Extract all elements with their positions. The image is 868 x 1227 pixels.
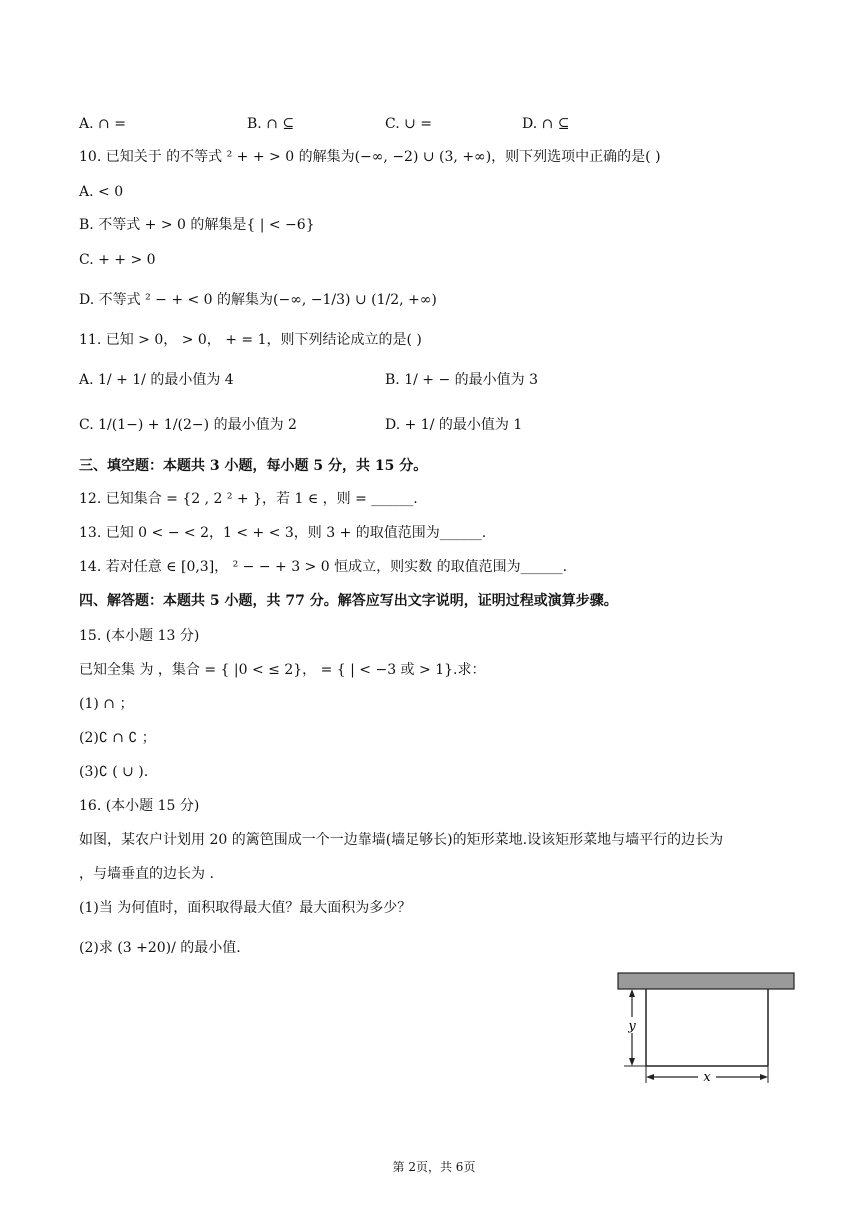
- q16-part-1: (1)当 为何值时，面积取得最大值？最大面积为多少？: [79, 900, 412, 916]
- q10-option-a: A. < 0: [79, 184, 124, 200]
- q10-option-c: C. + + > 0: [79, 252, 156, 268]
- x-arrowhead-right: [760, 1074, 768, 1080]
- q9-option-b: B. ∩ ⊆: [247, 116, 295, 132]
- q11-option-a: A. 1/ + 1/ 的最小值为 4: [79, 372, 234, 388]
- q16-stem-line-2: ，与墙垂直的边长为 .: [79, 866, 214, 882]
- wall: [618, 973, 794, 989]
- q12-text: 12. 已知集合 = {2 , 2 ² + }，若 1 ∈ ，则 = ______.: [79, 491, 418, 507]
- q16-stem-line-1: 如图，某农户计划用 20 的篱笆围成一个一边靠墙(墙足够长)的矩形菜地.设该矩形菜地与墙平行的边长为: [79, 832, 724, 848]
- q10-option-d: D. 不等式 ² − + < 0 的解集为(−∞, −1/3) ∪ (1/2, +∞): [79, 292, 437, 308]
- y-arrowhead-bottom: [629, 1058, 635, 1066]
- q16-header: 16. (本小题 15 分): [79, 798, 200, 814]
- q9-option-d: D. ∩ ⊆: [522, 116, 570, 132]
- q10-option-b: B. 不等式 + > 0 的解集是{ | < −6}: [79, 217, 315, 233]
- page-footer: 第 2页，共 6页: [392, 1160, 476, 1174]
- section-heading-fill-in: 三、填空题：本题共 3 小题，每小题 5 分，共 15 分。: [79, 458, 428, 474]
- q11-stem: 11. 已知 > 0， > 0， + = 1，则下列结论成立的是( ): [79, 332, 422, 348]
- q11-option-d: D. + 1/ 的最小值为 1: [385, 417, 523, 433]
- q10-stem: 10. 已知关于 的不等式 ² + + > 0 的解集为(−∞, −2) ∪ (3, +∞)，则下列选项中正确的是( ): [79, 149, 661, 165]
- q15-part-1: (1) ∩ ；: [79, 696, 134, 712]
- q9-option-a: A. ∩ =: [79, 116, 126, 132]
- y-arrowhead-top: [629, 989, 635, 997]
- q11-option-b: B. 1/ + − 的最小值为 3: [385, 372, 538, 388]
- q15-part-2: (2)∁ ∩ ∁ ；: [79, 730, 156, 746]
- q15-part-3: (3)∁ ( ∪ ).: [79, 764, 149, 780]
- rectangle-wall-figure: [610, 965, 800, 1090]
- x-label: x: [703, 1070, 711, 1085]
- x-arrowhead-left: [646, 1074, 654, 1080]
- q15-header: 15. (本小题 13 分): [79, 628, 200, 644]
- q14-text: 14. 若对任意 ∈ [0,3]， ² − − + 3 > 0 恒成立，则实数 的取值范围为______.: [79, 559, 568, 575]
- section-heading-answer: 四、解答题：本题共 5 小题，共 77 分。解答应写出文字说明，证明过程或演算步骤。: [79, 593, 618, 609]
- q15-stem: 已知全集 为 ，集合 = { |0 < ≤ 2}， = { | < −3 或 > 1}.求：: [79, 662, 486, 678]
- q13-text: 13. 已知 0 < − < 2，1 < + < 3，则 3 + 的取值范围为______.: [79, 525, 487, 541]
- q11-option-c: C. 1/(1−) + 1/(2−) 的最小值为 2: [79, 417, 297, 433]
- y-label: y: [628, 1019, 636, 1034]
- q16-part-2: (2)求 (3 +20)/ 的最小值.: [79, 940, 241, 956]
- q9-option-c: C. ∪ =: [385, 116, 433, 132]
